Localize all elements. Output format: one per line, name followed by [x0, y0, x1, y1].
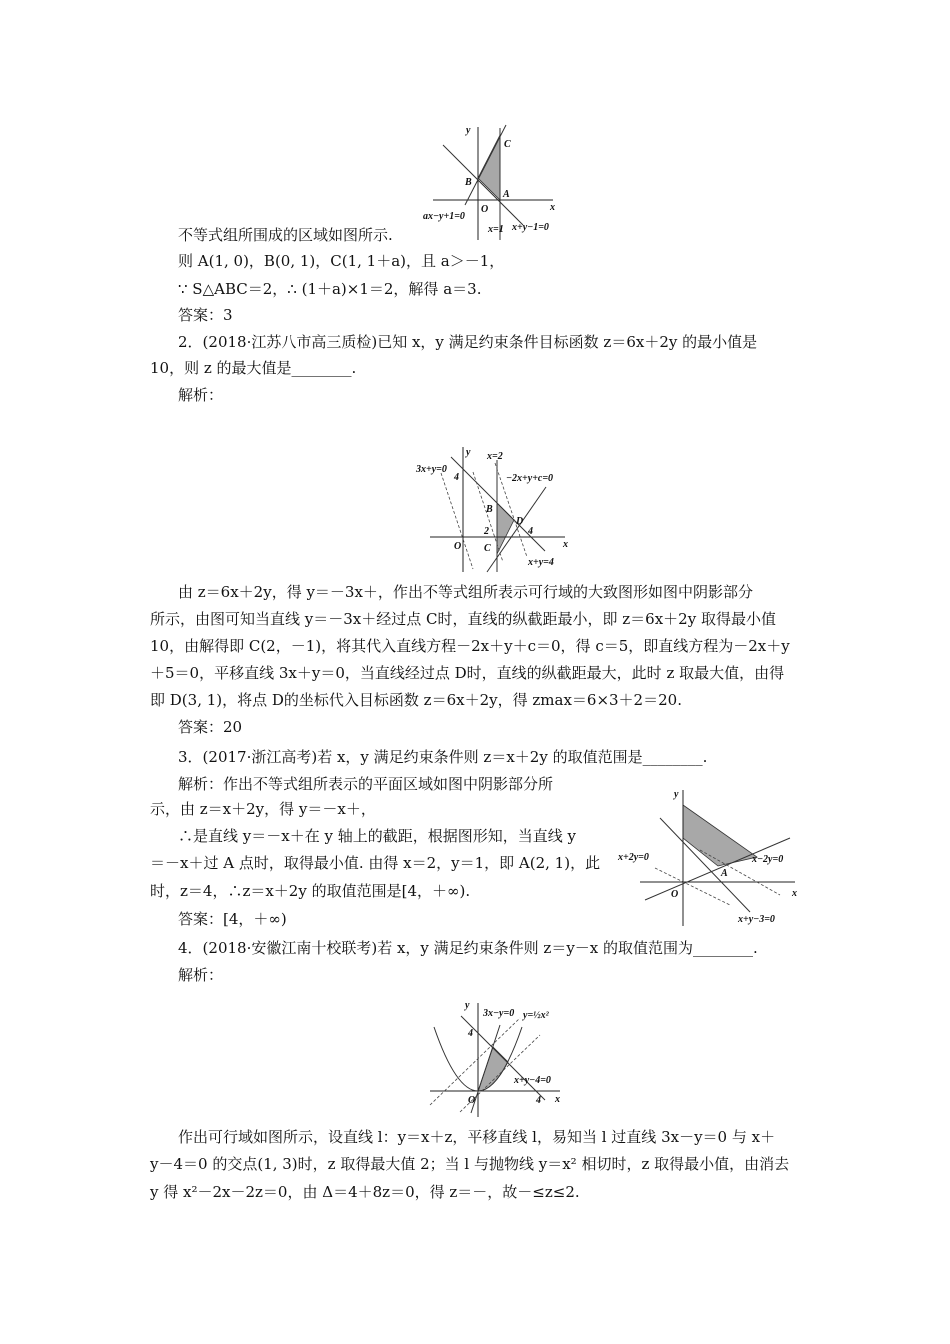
point-d: D — [516, 516, 524, 527]
solution-text: y 得 x²－2x－2z＝0，由 Δ＝4＋8z＝0，得 z＝－，故－≤z≤2. — [150, 1183, 580, 1201]
solution-text: 则 A(1, 0)，B(0, 1)，C(1, 1＋a)，且 a＞－1， — [178, 252, 505, 270]
y-label: y — [466, 125, 471, 136]
answer: 答案：[4，＋∞) — [178, 910, 287, 928]
answer: 答案：20 — [178, 718, 243, 736]
line-label: x=1 — [488, 224, 504, 235]
solution-text: 10，由解得即 C(2，－1)，将其代入直线方程－2x＋y＋c＝0，得 c＝5，即直线方程为－2x＋y — [150, 637, 790, 655]
tick-label: 4 — [454, 472, 459, 483]
point-a: A — [721, 868, 728, 879]
point-c: C — [484, 543, 491, 554]
x-label: x — [555, 1094, 560, 1105]
y-label: y — [674, 789, 679, 800]
dashed-line-x-plus-2y — [655, 868, 730, 905]
line-label: 3x+y=0 — [416, 464, 447, 475]
line-label: x−2y=0 — [752, 854, 784, 865]
figure-4-feasible-region — [420, 1000, 580, 1120]
solution-text: ＋5＝0，平移直线 3x＋y＝0，当直线经过点 D时，直线的纵截距最大，此时 z 取最大值，由得 — [150, 664, 785, 682]
y-label: y — [466, 447, 471, 458]
origin: O — [481, 204, 489, 215]
line-x-plus-y-4 — [461, 1016, 545, 1100]
origin: O — [468, 1095, 476, 1106]
solution-text: ∴是直线 y＝－x＋在 y 轴上的截距，根据图形知，当直线 y — [178, 827, 576, 845]
solution-text: 即 D(3, 1)，将点 D的坐标代入目标函数 z＝6x＋2y，得 zmax＝6×3＋2＝20. — [150, 691, 682, 709]
origin: O — [454, 541, 462, 552]
solution-text: 作出可行域如图所示，设直线 l：y＝x＋z，平移直线 l，易知当 l 过直线 3x－y＝0 与 x＋ — [178, 1128, 776, 1146]
question-4: 4．(2018·安徽江南十校联考)若 x，y 满足约束条件则 z＝y－x 的取值范围为________. — [178, 939, 758, 957]
point-a: A — [503, 189, 510, 200]
solution-text: 解析：作出不等式组所表示的平面区域如图中阴影部分所 — [178, 775, 554, 793]
solution-text: 不等式组所围成的区域如图所示. — [178, 226, 393, 244]
line-label: −2x+y+c=0 — [506, 473, 554, 484]
x-label: x — [792, 888, 797, 899]
tick-label: 2 — [484, 526, 489, 537]
point-b: B — [465, 177, 472, 188]
figure-2-feasible-region — [410, 440, 580, 575]
dashed-line — [441, 473, 473, 569]
origin: O — [671, 889, 679, 900]
tick-label: 4 — [536, 1095, 541, 1106]
x-label: x — [550, 202, 555, 213]
line-label: x+y−3=0 — [738, 914, 775, 925]
solution-text: 示，由 z＝x＋2y，得 y＝－x＋， — [150, 800, 376, 818]
question-2-cont: 10，则 z 的最大值是________. — [150, 359, 357, 377]
solution-text: y－4＝0 的交点(1, 3)时，z 取得最大值 2；当 l 与抛物线 y＝x² 相切时，z 取得最小值，由消去 — [150, 1155, 790, 1173]
line-label: x+y=4 — [528, 557, 554, 568]
line-label: 3x−y=0 — [483, 1008, 515, 1019]
solution-text: ∵ S△ABC＝2，∴ (1＋a)×1＝2，解得 a＝3. — [178, 280, 482, 298]
line-label: x+y−1=0 — [512, 222, 549, 233]
tick-label: 4 — [468, 1028, 473, 1039]
solution-text: ＝－x＋过 A 点时，取得最小值. 由得 x＝2，y＝1，即 A(2, 1)，此 — [150, 854, 601, 872]
answer: 答案：3 — [178, 306, 233, 324]
y-label: y — [465, 1000, 470, 1011]
point-b: B — [486, 504, 493, 515]
figure-1-feasible-region — [415, 120, 575, 240]
solution-text: 所示，由图可知当直线 y＝－3x＋经过点 C时，直线的纵截距最小，即 z＝6x＋2y 取得最小值 — [150, 610, 776, 628]
line-label: x=2 — [487, 451, 503, 462]
line-label: x+y−4=0 — [514, 1075, 551, 1086]
x-label: x — [563, 539, 568, 550]
question-2: 2．(2018·江苏八市高三质检)已知 x，y 满足约束条件目标函数 z＝6x＋2y 的最小值是 — [178, 333, 758, 351]
line-label: y=½x² — [523, 1010, 549, 1021]
question-3: 3．(2017·浙江高考)若 x，y 满足约束条件则 z＝x＋2y 的取值范围是________. — [178, 748, 708, 766]
shaded-region — [478, 135, 500, 200]
solution-text: 由 z＝6x＋2y，得 y＝－3x＋，作出不等式组所表示可行域的大致图形如图中阴影部分 — [178, 583, 753, 601]
analysis-label: 解析： — [178, 386, 224, 404]
line-label: x+2y=0 — [618, 852, 649, 863]
tick-label: 4 — [528, 526, 533, 537]
analysis-label: 解析： — [178, 966, 224, 984]
point-c: C — [504, 139, 511, 150]
figure-3-feasible-region — [615, 780, 805, 930]
line-label: ax−y+1=0 — [423, 211, 465, 222]
solution-text: 时，z＝4，∴z＝x＋2y 的取值范围是[4，＋∞). — [150, 882, 471, 900]
